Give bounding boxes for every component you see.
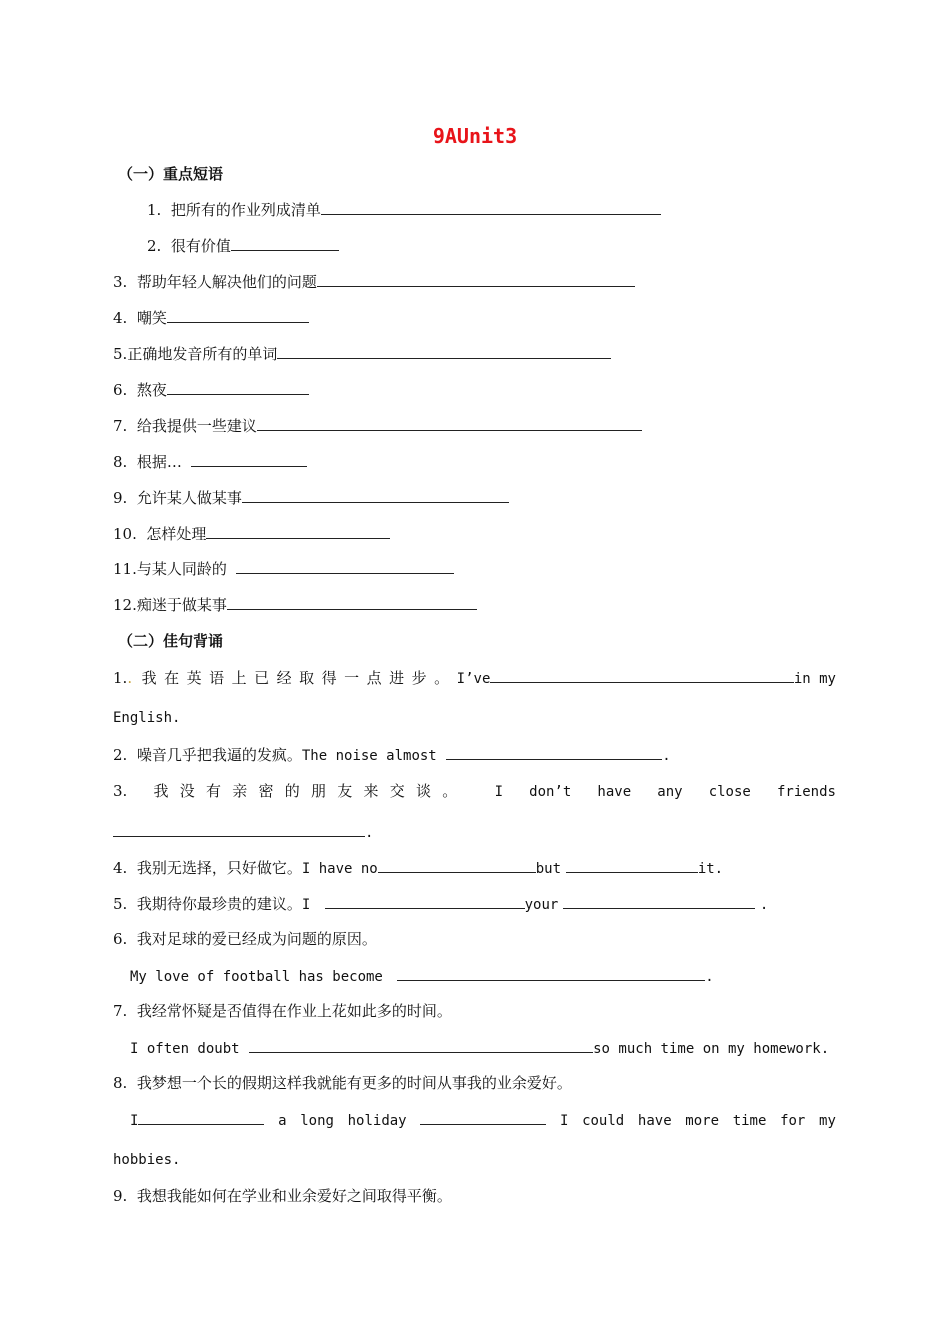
phrase-item-6: 6. 熬夜	[113, 379, 309, 400]
sentence-8: 8. 我梦想一个长的假期这样我就能有更多的时间从事我的业余爱好。	[113, 1074, 572, 1092]
answer-blank[interactable]	[231, 235, 339, 251]
phrase-item-4: 4. 嘲笑	[113, 307, 309, 328]
sentence-8-en: I a long holiday I could have more time for my	[130, 1109, 836, 1129]
answer-blank[interactable]	[321, 199, 661, 215]
section-heading-sentences: （二）佳句背诵	[118, 632, 224, 650]
answer-blank[interactable]	[325, 893, 525, 909]
sentence-5: 5. 我期待你最珍贵的建议。I your .	[113, 895, 769, 913]
answer-blank[interactable]	[257, 415, 642, 431]
phrase-item-9: 9. 允许某人做某事	[113, 487, 509, 508]
answer-blank[interactable]	[206, 523, 390, 539]
answer-blank[interactable]	[167, 379, 309, 395]
answer-blank[interactable]	[227, 594, 477, 610]
answer-blank[interactable]	[446, 744, 662, 760]
phrase-item-2: 2. 很有价值	[147, 235, 339, 256]
phrase-item-12: 12.痴迷于做某事	[113, 594, 477, 615]
page-title: 9AUnit3	[432, 124, 518, 148]
sentence-1-cont: English.	[113, 710, 181, 726]
answer-blank[interactable]	[317, 271, 635, 287]
answer-blank[interactable]	[277, 343, 611, 359]
phrase-item-5: 5.正确地发音所有的单词	[113, 343, 611, 364]
phrase-item-11: 11.与某人同龄的	[113, 558, 454, 579]
sentence-3: 3. 我没有亲密的朋友来交谈。 I don’t have any close friends	[113, 782, 836, 800]
sentence-3-cont: .	[113, 821, 373, 843]
phrase-item-7: 7. 给我提供一些建议	[113, 415, 642, 436]
sentence-8-cont: hobbies.	[113, 1152, 181, 1168]
answer-blank[interactable]	[249, 1037, 593, 1053]
phrase-item-8: 8. 根据…	[113, 451, 307, 472]
sentence-4: 4. 我别无选择，只好做它。I have no but it.	[113, 859, 724, 877]
answer-blank[interactable]	[378, 857, 536, 873]
answer-blank[interactable]	[167, 307, 309, 323]
phrase-item-10: 10. 怎样处理	[113, 523, 390, 544]
sentence-9: 9. 我想我能如何在学业和业余爱好之间取得平衡。	[113, 1187, 452, 1205]
phrase-item-1: 1. 把所有的作业列成清单	[147, 199, 661, 220]
sentence-7-en: I often doubt so much time on my homework.	[130, 1037, 829, 1059]
answer-blank[interactable]	[397, 965, 705, 981]
sentence-6-en: My love of football has become .	[130, 965, 714, 987]
sentence-2: 2. 噪音几乎把我逼的发疯。The noise almost .	[113, 746, 671, 764]
answer-blank[interactable]	[420, 1109, 546, 1125]
sentence-7: 7. 我经常怀疑是否值得在作业上花如此多的时间。	[113, 1002, 452, 1020]
sentence-1: 1.. 我在英语上已经取得一点进步。 I’ve in my	[113, 669, 836, 687]
answer-blank[interactable]	[490, 667, 793, 683]
answer-blank[interactable]	[563, 893, 755, 909]
answer-blank[interactable]	[191, 451, 307, 467]
answer-blank[interactable]	[566, 857, 698, 873]
answer-blank[interactable]	[138, 1109, 264, 1125]
answer-blank[interactable]	[242, 487, 509, 503]
sentence-6: 6. 我对足球的爱已经成为问题的原因。	[113, 930, 377, 948]
answer-blank[interactable]	[236, 558, 454, 574]
phrase-item-3: 3. 帮助年轻人解决他们的问题	[113, 271, 635, 292]
section-heading-phrases: （一）重点短语	[118, 165, 224, 183]
answer-blank[interactable]	[113, 821, 365, 837]
